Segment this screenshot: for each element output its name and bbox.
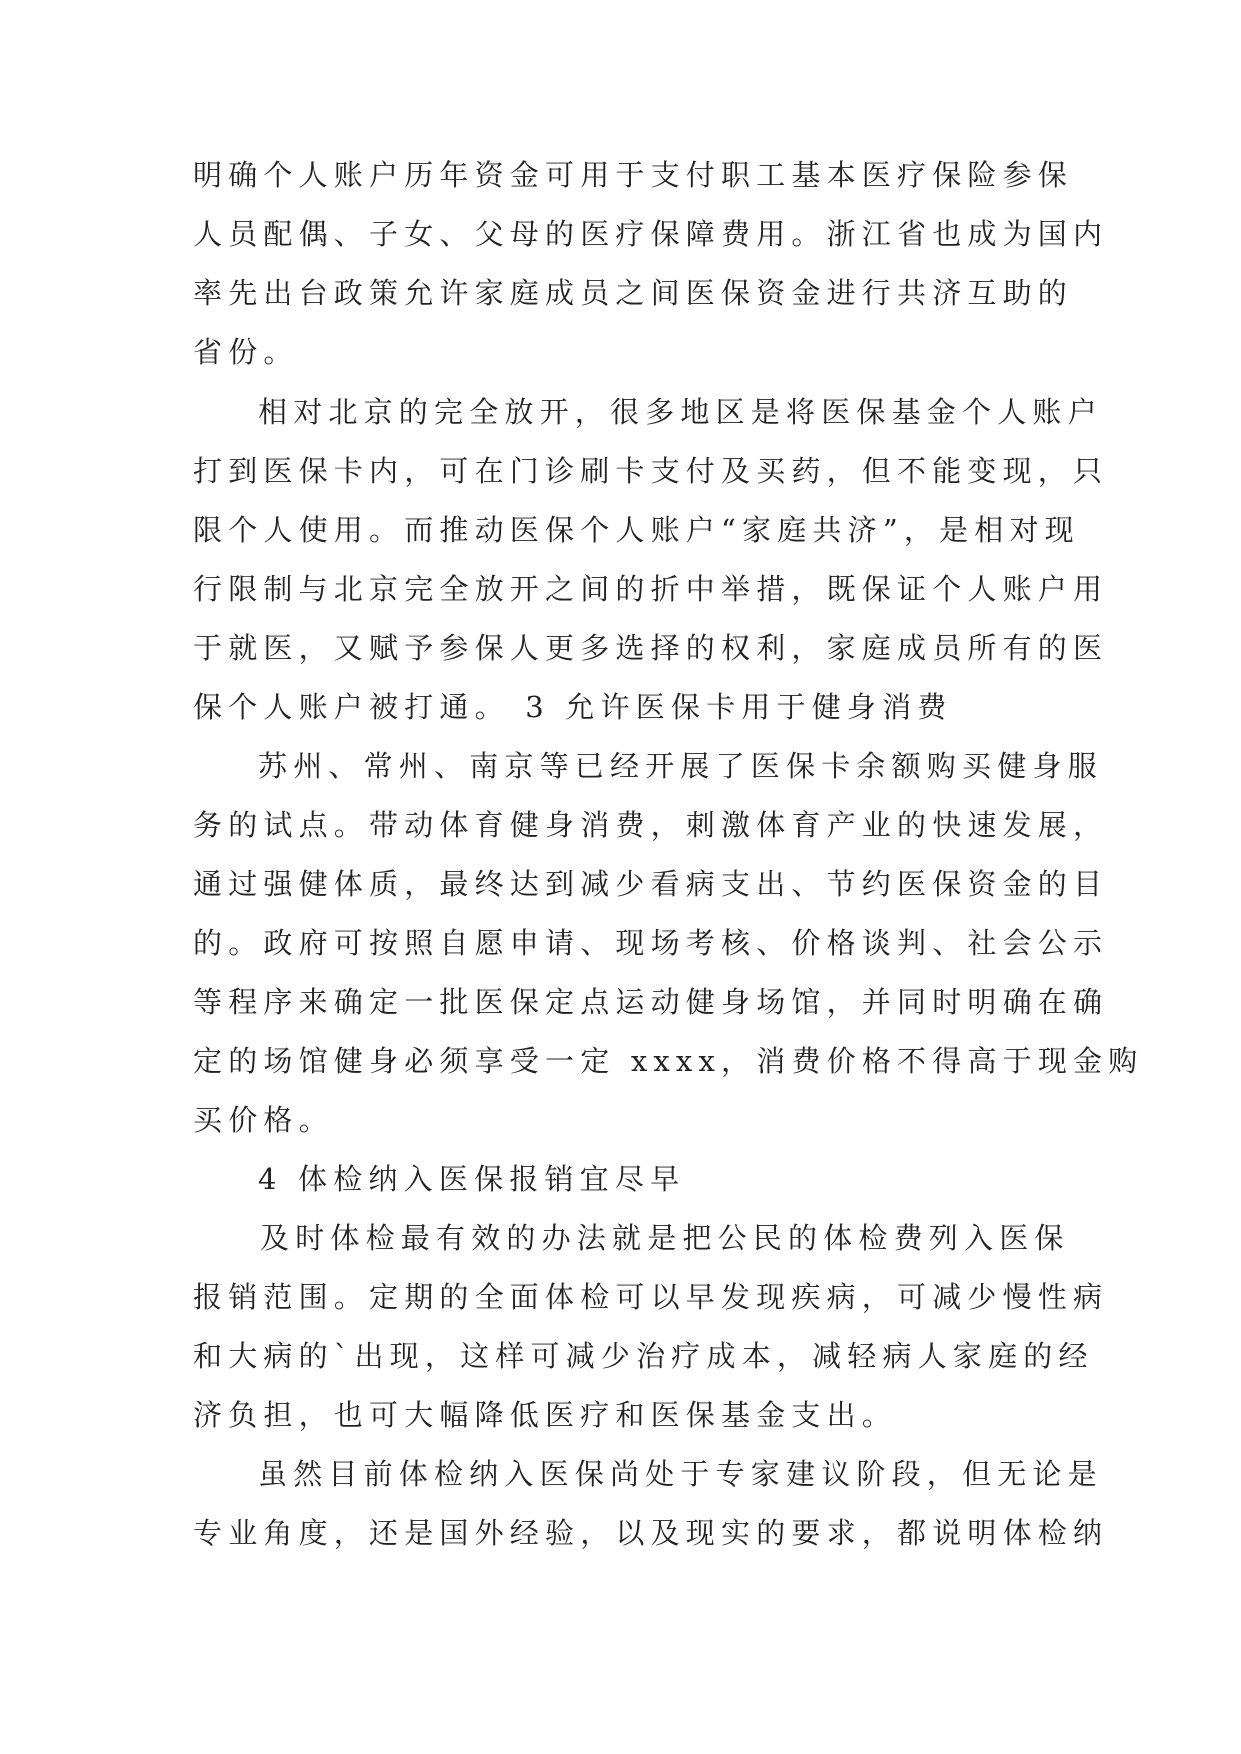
text-line: 于就医，又赋予参保人更多选择的权利，家庭成员所有的医 xyxy=(193,631,1109,665)
text-line: 专业角度，还是国外经验，以及现实的要求，都说明体检纳 xyxy=(193,1516,1109,1550)
text-line: 相对北京的完全放开，很多地区是将医保基金个人账户 xyxy=(258,395,1103,429)
text-line: 明确个人账户历年资金可用于支付职工基本医疗保险参保 xyxy=(193,158,1074,192)
text-line: 保个人账户被打通。 3 允许医保卡用于健身消费 xyxy=(193,690,953,724)
text-line: 虽然目前体检纳入医保尚处于专家建议阶段，但无论是 xyxy=(258,1457,1103,1491)
text-line: 及时体检最有效的办法就是把公民的体检费列入医保 xyxy=(260,1221,1070,1255)
text-line: 打到医保卡内，可在门诊刷卡支付及买药，但不能变现，只 xyxy=(193,454,1109,488)
text-line: 限个人使用。而推动医保个人账户“家庭共济”，是相对现 xyxy=(193,513,1080,547)
text-line: 定的场馆健身必须享受一定 xxxx，消费价格不得高于现金购 xyxy=(193,1044,1144,1078)
text-line: 行限制与北京完全放开之间的折中举措，既保证个人账户用 xyxy=(193,572,1109,606)
text-line: 的。政府可按照自愿申请、现场考核、价格谈判、社会公示 xyxy=(193,926,1109,960)
text-line: 省份。 xyxy=(193,335,299,369)
text-line: 通过强健体质，最终达到减少看病支出、节约医保资金的目 xyxy=(193,867,1109,901)
text-line: 济负担，也可大幅降低医疗和医保基金支出。 xyxy=(193,1398,898,1432)
text-line: 率先出台政策允许家庭成员之间医保资金进行共济互助的 xyxy=(193,276,1074,310)
text-line: 务的试点。带动体育健身消费，刺激体育产业的快速发展， xyxy=(193,808,1109,842)
text-line: 人员配偶、子女、父母的医疗保障费用。浙江省也成为国内 xyxy=(193,217,1109,251)
text-line: 和大病的`出现，这样可减少治疗成本，减轻病人家庭的经 xyxy=(193,1339,1094,1373)
text-line: 买价格。 xyxy=(193,1103,334,1137)
section-heading: 4 体检纳入医保报销宜尽早 xyxy=(258,1162,686,1196)
text-line: 苏州、常州、南京等已经开展了医保卡余额购买健身服 xyxy=(258,749,1103,783)
text-line: 报销范围。定期的全面体检可以早发现疾病，可减少慢性病 xyxy=(193,1280,1109,1314)
text-line: 等程序来确定一批医保定点运动健身场馆，并同时明确在确 xyxy=(193,985,1109,1019)
